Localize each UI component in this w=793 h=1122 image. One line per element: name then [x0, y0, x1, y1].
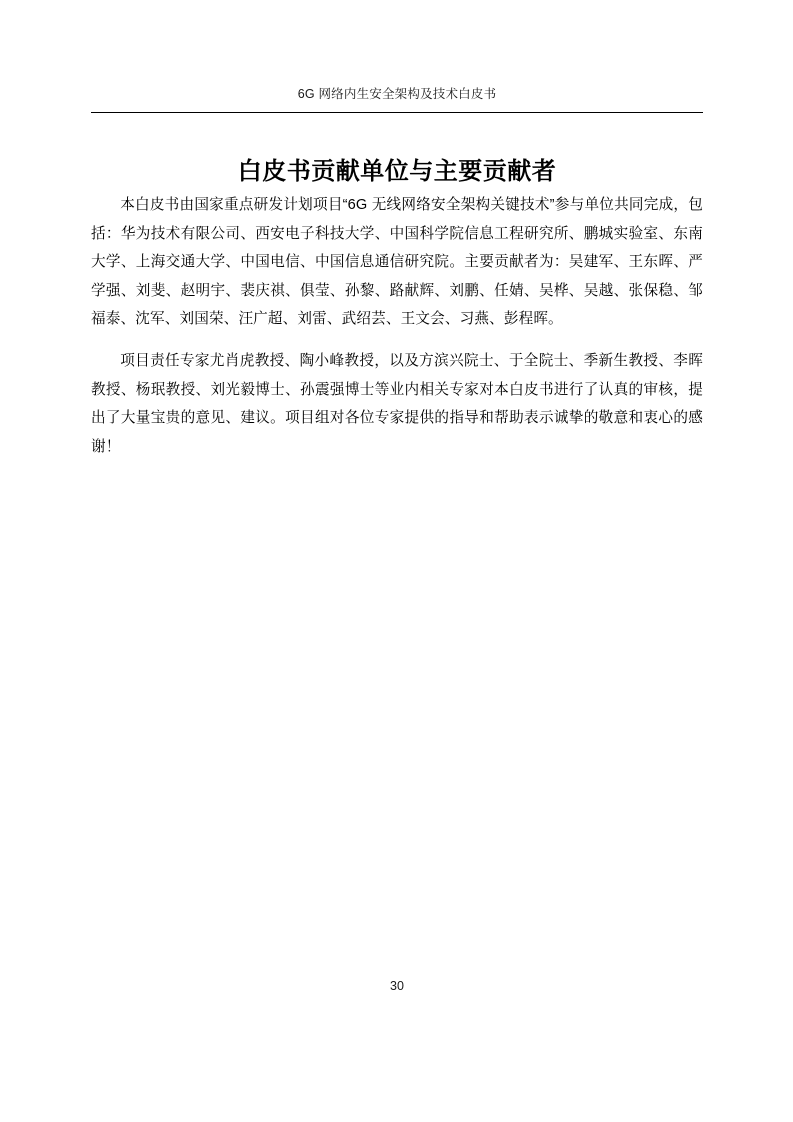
paragraph-reviewing-experts: 项目责任专家尤肖虎教授、陶小峰教授，以及方滨兴院士、于全院士、季新生教授、李晖教授、杨珉教授、刘光毅博士、孙震强博士等业内相关专家对本白皮书进行了认真的审核，提出了大量宝贵的意见、建议。项目组对各位专家提供的指导和帮助表示诚挚的敬意和衷心的感谢！ [91, 352, 703, 455]
page-title: 白皮书贡献单位与主要贡献者 [237, 158, 557, 186]
body-content [91, 191, 703, 461]
paragraph-contributing-organizations: 本白皮书由国家重点研发计划项目“6G 无线网络安全架构关键技术”参与单位共同完成，包括：华为技术有限公司、西安电子科技大学、中国科学院信息工程研究所、鹏城实验室、东南大学、上海交通大学、中国电信、中国信息通信研究院。主要贡献者为：吴建军、王东晖、严学强、刘斐、赵明宇、裴庆祺、俱莹、孙黎、路献辉、刘鹏、任婧、吴桦、吴越、张保稳、邹福泰、沈军、刘国荣、汪广超、刘雷、武绍芸、王文会、习燕、彭程晖。 [91, 197, 703, 328]
page-number: 30 [390, 979, 404, 993]
running-header-text: 6G 网络内生安全架构及技术白皮书 [297, 87, 497, 101]
header-divider-rule [91, 112, 703, 113]
running-header [91, 84, 703, 104]
